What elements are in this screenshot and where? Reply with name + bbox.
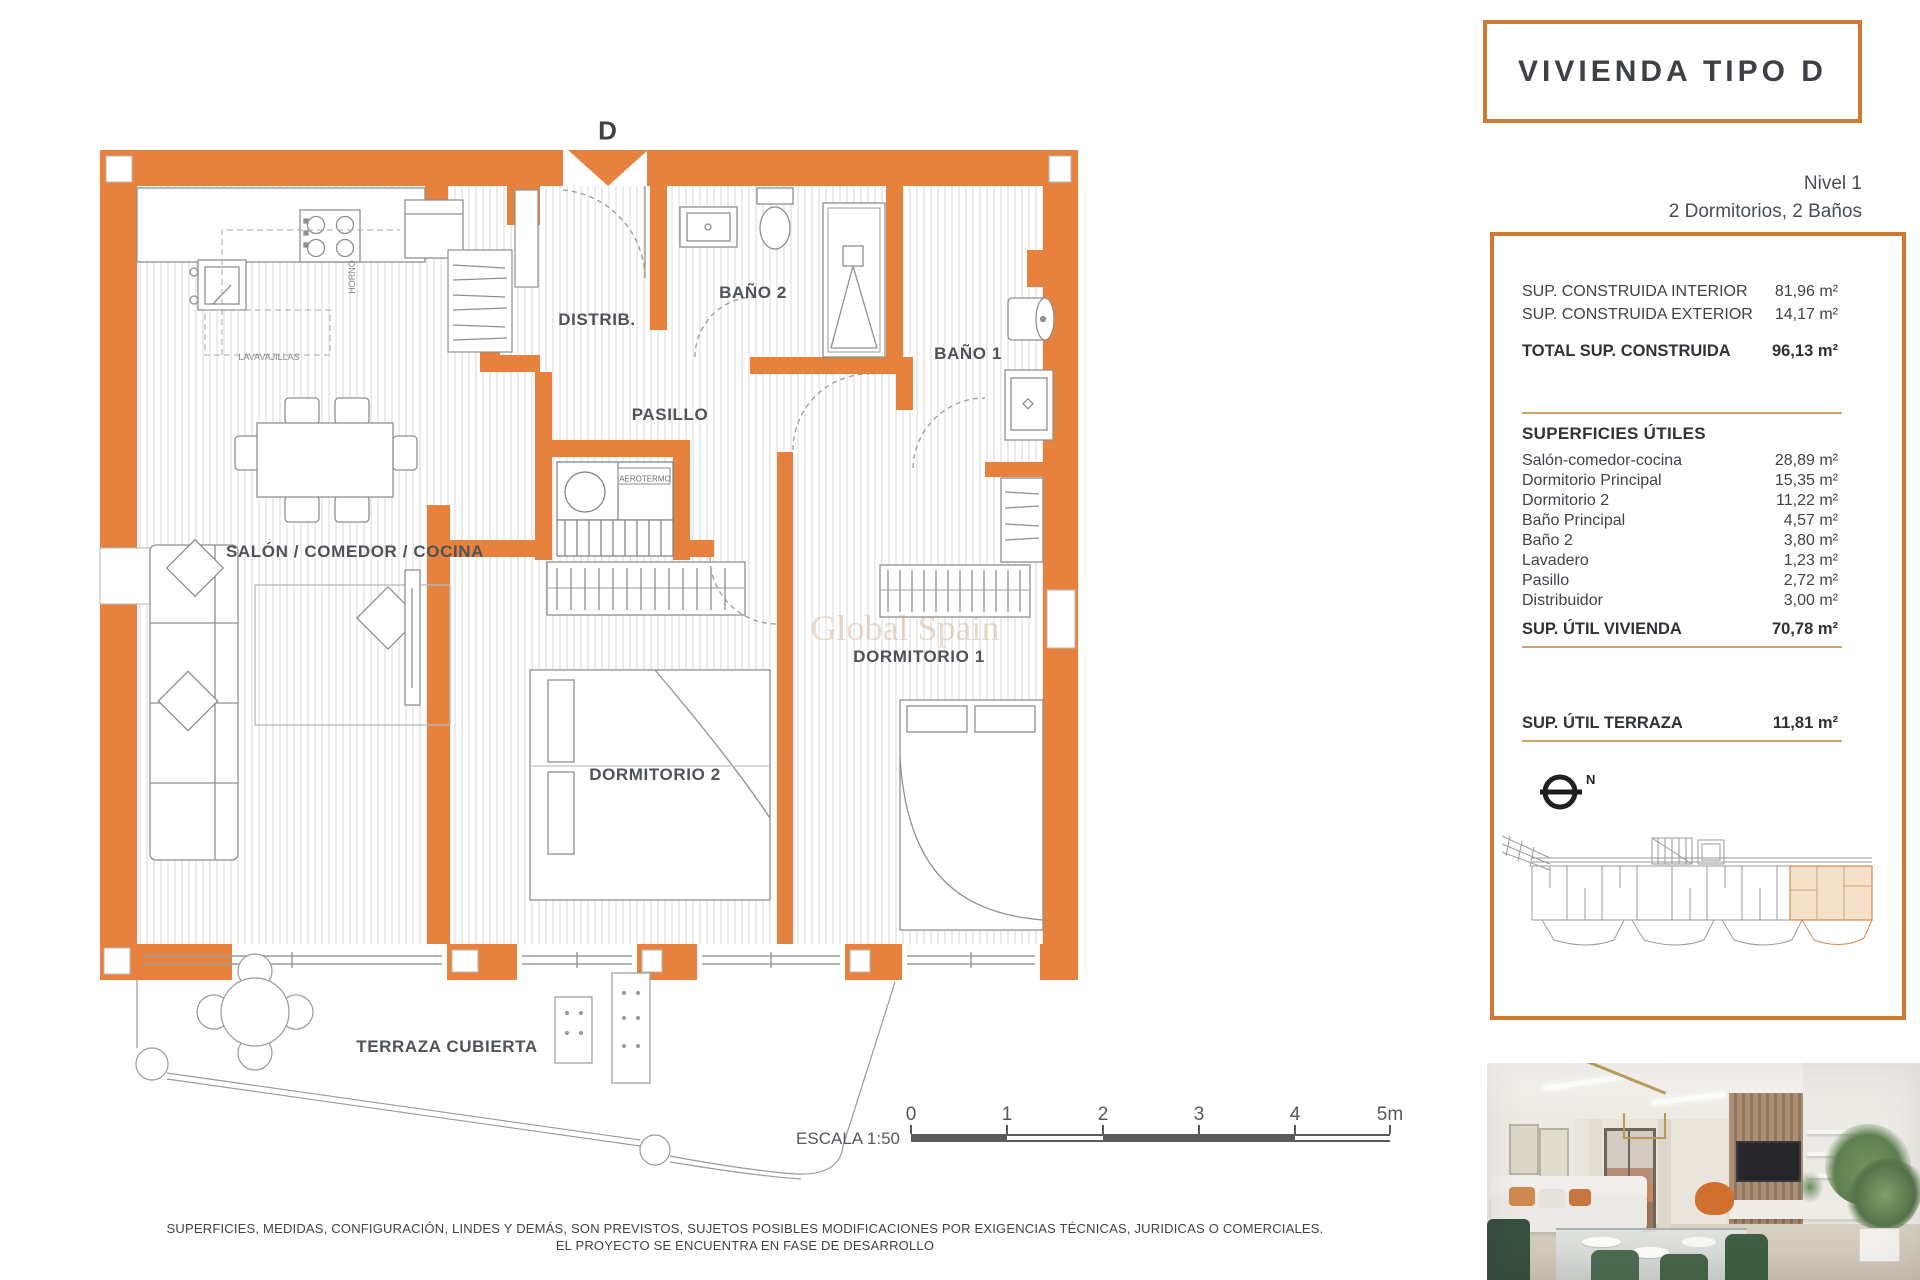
row-util-vivienda <box>1522 620 1838 640</box>
scale-num-3: 3 <box>1193 1104 1205 1125</box>
scale-num-4: 4 <box>1289 1104 1301 1125</box>
row-construida-interior <box>1522 283 1838 303</box>
row-construida-exterior <box>1522 306 1838 326</box>
north-label: N <box>1586 772 1596 787</box>
row-value: 4,57 m² <box>1783 512 1838 529</box>
row-label: TOTAL SUP. CONSTRUIDA <box>1522 342 1731 360</box>
room-label-dormitorio2: DORMITORIO 2 <box>589 765 721 784</box>
dorm2-furniture <box>530 562 770 900</box>
row-total-construida <box>1522 342 1838 362</box>
subtitle <box>1483 170 1862 225</box>
row-label: Baño 2 <box>1522 532 1573 549</box>
row-util-pasillo <box>1522 572 1838 592</box>
row-util-lavadero <box>1522 552 1838 572</box>
scale-num-5: 5m <box>1376 1104 1404 1125</box>
title-box <box>1483 20 1862 123</box>
divider <box>1522 740 1842 742</box>
row-value: 96,13 m² <box>1771 342 1838 360</box>
disclaimer <box>80 1221 1410 1255</box>
label-horno: HORNO <box>347 260 357 294</box>
row-label: Pasillo <box>1522 572 1570 589</box>
row-label: Salón-comedor-cocina <box>1522 452 1683 469</box>
row-label: Dormitorio 2 <box>1522 492 1610 509</box>
row-value: 3,80 m² <box>1783 532 1838 549</box>
entry-arrow <box>568 150 648 186</box>
row-util-salon <box>1522 452 1838 472</box>
row-util-distribuidor <box>1522 592 1838 612</box>
row-label: Baño Principal <box>1522 512 1626 529</box>
row-util-bano2 <box>1522 532 1838 552</box>
level-label: Nivel 1 <box>1803 173 1862 194</box>
row-value: 70,78 m² <box>1771 620 1838 638</box>
row-util-dormp <box>1522 472 1838 492</box>
site-plan-highlight <box>1790 866 1872 945</box>
watermark: Global Spain <box>810 608 1000 648</box>
row-value: 2,72 m² <box>1783 572 1838 589</box>
room-label-bano1: BAÑO 1 <box>934 344 1002 363</box>
row-value: 14,17 m² <box>1774 306 1838 323</box>
row-label: SUP. CONSTRUIDA EXTERIOR <box>1522 306 1753 323</box>
site-plan-key <box>1502 828 1898 976</box>
label-aerotermo: AEROTERMO <box>619 474 671 484</box>
surface-info-panel <box>1490 232 1906 1020</box>
room-label-dormitorio1: DORMITORIO 1 <box>853 647 985 666</box>
row-label: SUP. CONSTRUIDA INTERIOR <box>1522 283 1748 300</box>
unit-letter: D <box>598 115 618 146</box>
config-label: 2 Dormitorios, 2 Baños <box>1668 200 1862 222</box>
floor-plan-drawing <box>95 115 1185 1185</box>
row-value: 81,96 m² <box>1774 283 1838 300</box>
room-label-distrib: DISTRIB. <box>558 310 636 329</box>
scale-bar <box>905 1104 1404 1142</box>
divider <box>1522 646 1842 648</box>
row-util-terraza <box>1522 714 1838 734</box>
room-label-terraza: TERRAZA CUBIERTA <box>356 1037 538 1056</box>
room-label-salon: SALÓN / COMEDOR / COCINA <box>225 542 485 561</box>
row-value: 15,35 m² <box>1774 472 1838 489</box>
scale-num-0: 0 <box>905 1104 917 1125</box>
utiles-heading: SUPERFICIES ÚTILES <box>1522 424 1706 443</box>
room-label-pasillo: PASILLO <box>631 405 709 424</box>
row-value: 28,89 m² <box>1774 452 1838 469</box>
row-util-dorm2 <box>1522 492 1838 512</box>
row-label: Dormitorio Principal <box>1522 472 1662 489</box>
row-label: SUP. ÚTIL VIVIENDA <box>1522 620 1682 638</box>
row-util-banop <box>1522 512 1838 532</box>
row-value: 1,23 m² <box>1783 552 1838 569</box>
disclaimer-line1: SUPERFICIES, MEDIDAS, CONFIGURACIÓN, LINDES Y DEMÁS, SON PREVISTOS, SUJETOS POSIBLES MODIFICACIONES POR EXIGENCIAS TÉCNICAS, JURIDICAS O COMERCIALES. <box>166 1221 1324 1236</box>
room-label-bano2: BAÑO 2 <box>719 283 787 302</box>
row-label: Lavadero <box>1522 552 1589 569</box>
label-lavavajillas: LAVAVAJILLAS <box>238 352 300 362</box>
row-value: 11,22 m² <box>1776 492 1838 509</box>
row-value: 11,81 m² <box>1772 714 1838 732</box>
north-indicator <box>1538 766 1628 814</box>
scale-label: ESCALA 1:50 <box>796 1129 900 1148</box>
row-label: Distribuidor <box>1522 592 1603 609</box>
row-label: SUP. ÚTIL TERRAZA <box>1522 714 1683 732</box>
scale-num-1: 1 <box>1001 1104 1013 1125</box>
interior-render <box>1487 1063 1920 1280</box>
divider <box>1522 412 1842 414</box>
render-vignette <box>1487 1063 1920 1280</box>
scale-num-2: 2 <box>1097 1104 1109 1125</box>
page-title: VIVIENDA TIPO D <box>1518 54 1827 88</box>
disclaimer-line2: EL PROYECTO SE ENCUENTRA EN FASE DE DESARROLLO <box>555 1237 935 1253</box>
row-value: 3,00 m² <box>1783 592 1838 609</box>
